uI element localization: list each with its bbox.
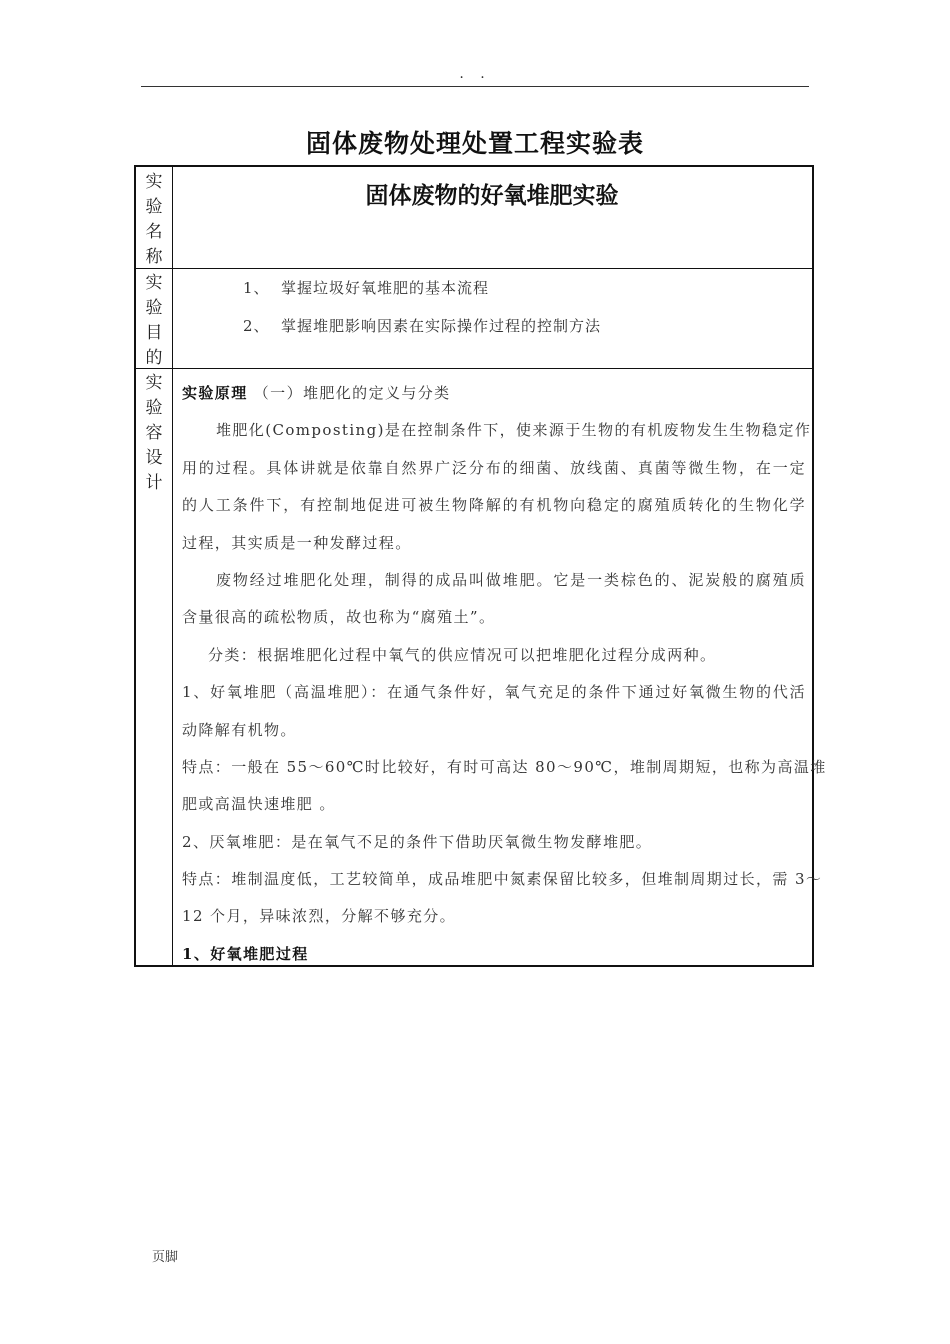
heading-bold: 实验原理 [182,384,248,402]
purpose-number: 1、 [243,279,270,297]
document-title: 固体废物处理处置工程实验表 [305,129,644,158]
page-footer: 页脚 [152,1250,179,1265]
heading-text: （一）堆肥化的定义与分类 [253,384,451,402]
text-line: 用的过程。具体讲就是依靠自然界广泛分布的细菌、放线菌、真菌等微生物，在一定 [182,458,806,477]
row-divider-1 [136,268,812,269]
experiment-name: 固体废物的好氧堆肥实验 [365,182,619,209]
label-char: 目 [145,323,163,343]
label-char: 实 [145,172,163,192]
purpose-text: 掌握堆肥影响因素在实际操作过程的控制方法 [281,317,602,335]
label-char: 名 [145,222,163,242]
label-char: 验 [145,398,163,418]
row-divider-2 [136,368,812,369]
text-line: 废物经过堆肥化处理，制得的成品叫做堆肥。它是一类棕色的、泥炭般的腐殖质 [216,570,806,589]
label-char: 验 [145,197,163,217]
purpose-number: 2、 [243,317,270,335]
text-line: 分类：根据堆肥化过程中氧气的供应情况可以把堆肥化过程分成两种。 [208,645,717,664]
label-char: 计 [145,473,163,493]
text-line: 肥或高温快速堆肥 。 [182,795,336,814]
text-line: 1、好氧堆肥（高温堆肥）：在通气条件好，氧气充足的条件下通过好氧微生物的代活 [182,683,806,702]
header-rule [141,86,809,87]
label-char: 实 [145,273,163,293]
subheading: 1、好氧堆肥过程 [182,944,309,963]
text-line: 特点：一般在 55～60℃时比较好，有时可高达 80～90℃，堆制周期短，也称为高温堆 [182,757,827,776]
purpose-text: 掌握垃圾好氧堆肥的基本流程 [281,279,490,297]
text-line: 12 个月，异味浓烈，分解不够充分。 [182,907,457,926]
text-line: 过程，其实质是一种发酵过程。 [182,533,412,552]
row-label-design [136,371,172,496]
row-label-name [136,170,172,270]
design-content [182,375,827,973]
text-line: 的人工条件下，有控制地促进可被生物降解的有机物向稳定的腐殖质转化的生物化学 [182,496,806,515]
label-char: 设 [145,448,163,468]
label-char: 称 [145,247,163,267]
label-char: 实 [145,373,163,393]
text-line: 含量很高的疏松物质，故也称为“腐殖土”。 [182,608,496,627]
purpose-item [243,315,601,336]
row-label-purpose [136,271,172,371]
label-char: 容 [145,423,163,443]
text-line: 特点：堆制温度低，工艺较简单，成品堆肥中氮素保留比较多，但堆制周期过长，需 3～ [182,870,823,889]
text-line: 2、厌氧堆肥：是在氧气不足的条件下借助厌氧微生物发酵堆肥。 [182,832,653,851]
header-marks: . . [459,66,491,82]
label-char: 的 [145,348,163,368]
experiment-table [134,165,827,967]
text-line: 堆肥化(Composting)是在控制条件下，使来源于生物的有机废物发生生物稳定作 [216,421,812,440]
text-line: 动降解有机物。 [182,720,297,739]
section-heading [182,375,806,412]
purpose-item [243,277,489,298]
label-char: 验 [145,298,163,318]
